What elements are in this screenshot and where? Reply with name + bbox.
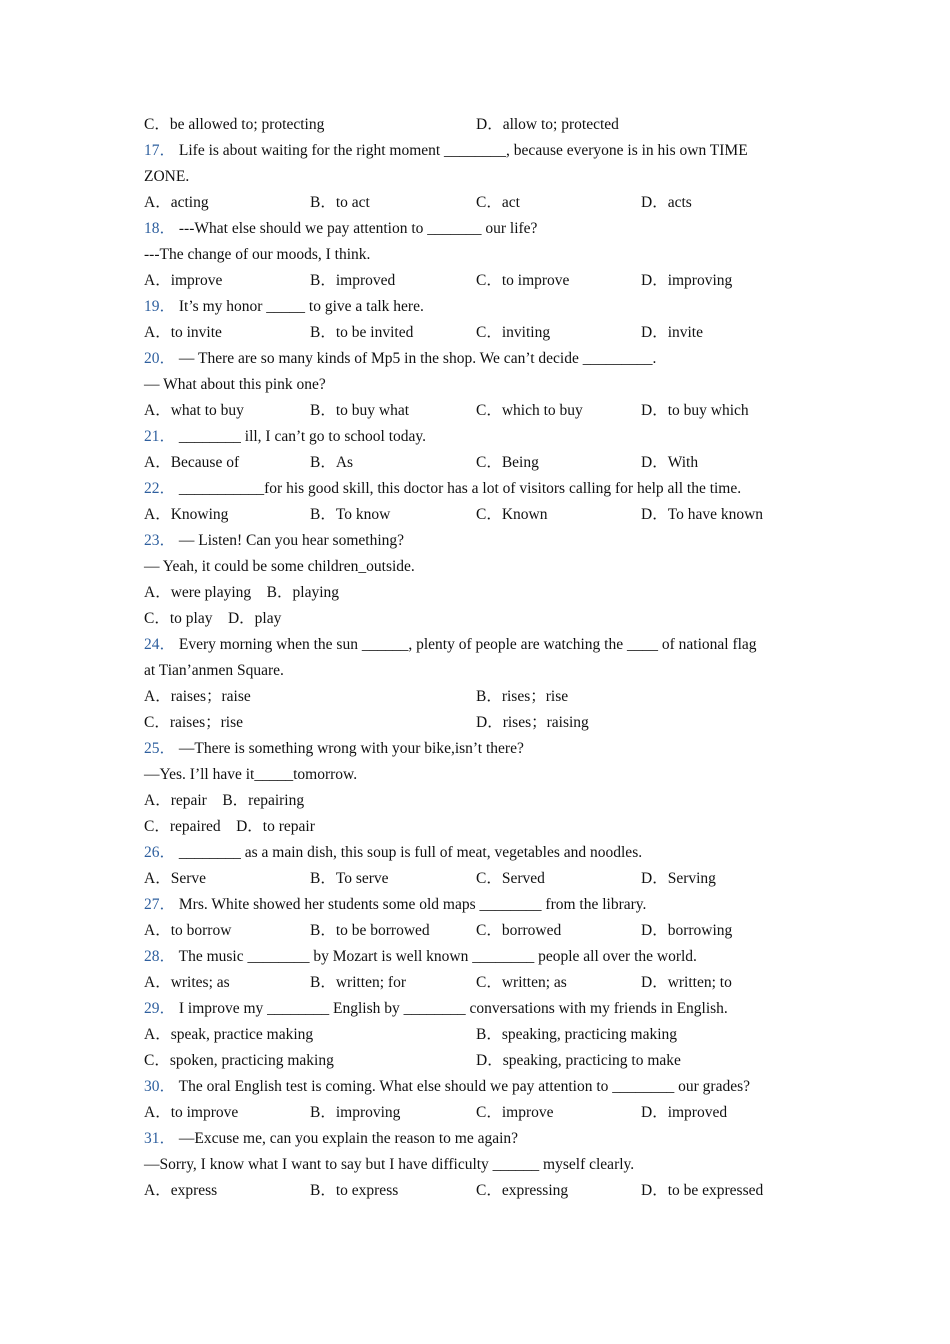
option-c: C．Served — [476, 870, 545, 887]
option-left: C．be allowed to; protecting — [144, 116, 325, 133]
question-text-continued: at Tian’anmen Square. — [144, 662, 284, 679]
question-stem — [144, 736, 809, 762]
options-row — [144, 320, 809, 346]
question-stem — [144, 1126, 809, 1152]
options-row — [144, 970, 809, 996]
text-line: ---The change of our moods, I think. — [144, 246, 371, 263]
option-a: A．acting — [144, 194, 209, 211]
option-a: A．express — [144, 1182, 218, 1199]
option-c: C．act — [476, 194, 520, 211]
option-left: C．raises；rise — [144, 714, 244, 731]
question-number: 19． — [144, 298, 176, 315]
question-stem — [144, 632, 809, 658]
text-line: — What about this pink one? — [144, 376, 326, 393]
option-b: B．To serve — [310, 870, 389, 887]
option-b: B．improved — [310, 272, 396, 289]
option-a: A．what to buy — [144, 402, 244, 419]
option-a: A．improve — [144, 272, 223, 289]
option-a: A．to improve — [144, 1104, 239, 1121]
text-line: C．to play D．play — [144, 610, 282, 627]
question-text: — There are so many kinds of Mp5 in the shop. We can’t decide _________. — [178, 350, 657, 367]
option-d: D．To have known — [641, 506, 764, 523]
options-row — [144, 1022, 809, 1048]
option-b: B．written; for — [310, 974, 406, 991]
question-number: 20． — [144, 350, 176, 367]
text-line: —Sorry, I know what I want to say but I have difficulty ______ myself clearly. — [144, 1156, 635, 1173]
question-number: 26． — [144, 844, 176, 861]
question-text: —Excuse me, can you explain the reason to me again? — [178, 1130, 519, 1147]
options-row — [144, 112, 809, 138]
question-number: 29． — [144, 1000, 176, 1017]
option-b: B．As — [310, 454, 354, 471]
option-a: A．writes; as — [144, 974, 230, 991]
question-stem — [144, 424, 809, 450]
options-row — [144, 1048, 809, 1074]
question-text: Mrs. White showed her students some old maps ________ from the library. — [178, 896, 647, 913]
options-row — [144, 1100, 809, 1126]
question-text: ________ as a main dish, this soup is full of meat, vegetables and noodles. — [178, 844, 643, 861]
option-b: B．to be invited — [310, 324, 414, 341]
question-text: Life is about waiting for the right moment ________, because everyone is in his own TIME — [178, 142, 748, 159]
question-number: 27． — [144, 896, 176, 913]
option-left: A．speak, practice making — [144, 1026, 314, 1043]
question-number: 28． — [144, 948, 176, 965]
option-d: D．Serving — [641, 870, 716, 887]
option-c: C．improve — [476, 1104, 554, 1121]
option-b: B．improving — [310, 1104, 401, 1121]
option-right: B．speaking, practicing making — [476, 1026, 678, 1043]
document-page — [144, 112, 809, 1204]
question-stem — [144, 996, 809, 1022]
options-row — [144, 684, 809, 710]
question-number: 30． — [144, 1078, 176, 1095]
question-number: 18． — [144, 220, 176, 237]
option-d: D．invite — [641, 324, 703, 341]
option-c: C．written; as — [476, 974, 567, 991]
question-text: The oral English test is coming. What else should we pay attention to ________ our grades? — [178, 1078, 750, 1095]
option-c: C．to improve — [476, 272, 570, 289]
question-stem — [144, 1074, 809, 1100]
question-text: ________ ill, I can’t go to school today. — [178, 428, 426, 445]
question-text: Every morning when the sun ______, plenty of people are watching the ____ of national flag — [178, 636, 757, 653]
question-text: I improve my ________ English by ________ conversations with my friends in English. — [178, 1000, 728, 1017]
option-right: D．allow to; protected — [476, 116, 619, 133]
question-stem — [144, 944, 809, 970]
question-number: 21． — [144, 428, 176, 445]
option-left: A．raises；raise — [144, 688, 251, 705]
option-c: C．borrowed — [476, 922, 562, 939]
options-row — [144, 710, 809, 736]
question-number: 23． — [144, 532, 176, 549]
options-row — [144, 450, 809, 476]
question-stem — [144, 294, 809, 320]
question-text: ---What else should we pay attention to _______ our life? — [178, 220, 538, 237]
options-row — [144, 1178, 809, 1204]
question-stem — [144, 528, 809, 554]
text-line: A．were playing B．playing — [144, 584, 340, 601]
option-d: D．to be expressed — [641, 1182, 764, 1199]
question-stem — [144, 476, 809, 502]
text-line: —Yes. I’ll have it_____tomorrow. — [144, 766, 358, 783]
option-b: B．to act — [310, 194, 370, 211]
option-d: D．borrowing — [641, 922, 733, 939]
text-line: C．repaired D．to repair — [144, 818, 315, 835]
option-left: C．spoken, practicing making — [144, 1052, 334, 1069]
text-line: — Yeah, it could be some children_outside. — [144, 558, 415, 575]
option-a: A．Because of — [144, 454, 240, 471]
options-row — [144, 918, 809, 944]
question-number: 22． — [144, 480, 176, 497]
option-a: A．to borrow — [144, 922, 232, 939]
option-right: D．rises；raising — [476, 714, 589, 731]
question-stem — [144, 216, 809, 242]
option-a: A．Knowing — [144, 506, 229, 523]
option-right: B．rises；rise — [476, 688, 569, 705]
question-text: The music ________ by Mozart is well known ________ people all over the world. — [178, 948, 697, 965]
option-d: D．improving — [641, 272, 733, 289]
question-text: ___________for his good skill, this doctor has a lot of visitors calling for help all the time. — [178, 480, 742, 497]
question-text: It’s my honor _____ to give a talk here. — [178, 298, 424, 315]
question-number: 25． — [144, 740, 176, 757]
option-b: B．to express — [310, 1182, 399, 1199]
option-a: A．Serve — [144, 870, 206, 887]
option-d: D．written; to — [641, 974, 732, 991]
options-row — [144, 190, 809, 216]
question-stem — [144, 840, 809, 866]
question-text: — Listen! Can you hear something? — [178, 532, 405, 549]
question-number: 17． — [144, 142, 176, 159]
option-d: D．acts — [641, 194, 692, 211]
options-row — [144, 398, 809, 424]
text-line: A．repair B．repairing — [144, 792, 305, 809]
option-d: D．improved — [641, 1104, 728, 1121]
options-row — [144, 268, 809, 294]
question-number: 24． — [144, 636, 176, 653]
option-a: A．to invite — [144, 324, 222, 341]
options-row — [144, 866, 809, 892]
option-c: C．inviting — [476, 324, 551, 341]
question-text-continued: ZONE. — [144, 168, 190, 185]
option-d: D．With — [641, 454, 699, 471]
option-c: C．Being — [476, 454, 539, 471]
question-number: 31． — [144, 1130, 176, 1147]
question-stem — [144, 892, 809, 918]
question-stem — [144, 138, 809, 164]
question-stem — [144, 346, 809, 372]
option-b: B．To know — [310, 506, 391, 523]
option-right: D．speaking, practicing to make — [476, 1052, 681, 1069]
question-text: —There is something wrong with your bike,isn’t there? — [178, 740, 524, 757]
option-c: C．expressing — [476, 1182, 569, 1199]
option-b: B．to buy what — [310, 402, 410, 419]
option-b: B．to be borrowed — [310, 922, 430, 939]
options-row — [144, 502, 809, 528]
option-c: C．Known — [476, 506, 548, 523]
option-c: C．which to buy — [476, 402, 583, 419]
option-d: D．to buy which — [641, 402, 749, 419]
